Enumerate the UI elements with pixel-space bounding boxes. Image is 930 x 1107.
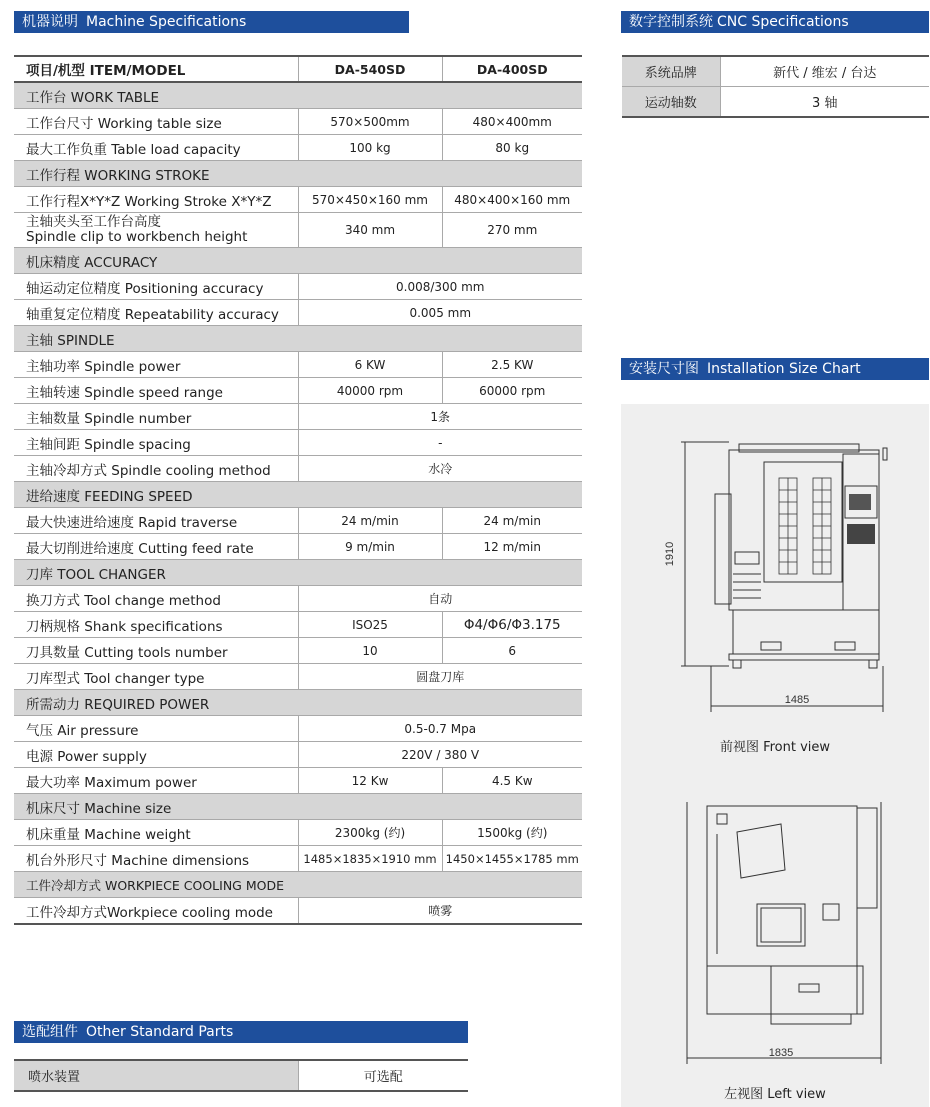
row-label: 工作台尺寸 Working table size [14,109,298,135]
row-value: 0.008/300 mm [298,274,582,300]
table-row [14,768,582,794]
row-value: 3 轴 [720,87,929,118]
row-value: - [298,430,582,456]
table-row [14,109,582,135]
row-value: 0.005 mm [298,300,582,326]
row-label: 机台外形尺寸 Machine dimensions [14,846,298,872]
front-view-caption: 前视图 Front view [719,740,831,755]
row-label: 轴重复定位精度 Repeatability accuracy [14,300,298,326]
row-label: 运动轴数 [622,87,720,118]
row-label: 工作行程X*Y*Z Working Stroke X*Y*Z [14,187,298,213]
section-title: 机床尺寸 Machine size [14,794,582,820]
row-value: 喷雾 [298,898,582,925]
table-row [14,508,582,534]
row-value: 24 m/min [298,508,442,534]
other-parts-header-en: Other Standard Parts [86,1024,234,1040]
row-label: 电源 Power supply [14,742,298,768]
table-row [14,430,582,456]
table-row [14,846,582,872]
row-value: 220V / 380 V [298,742,582,768]
row-label: 机床重量 Machine weight [14,820,298,846]
row-label: 最大快速进给速度 Rapid traverse [14,508,298,534]
row-value: 水冷 [298,456,582,482]
row-label [14,213,298,248]
section-title: 工件冷却方式 WORKPIECE COOLING MODE [14,872,582,898]
section-title: 进给速度 FEEDING SPEED [14,482,582,508]
row-label: 主轴冷却方式 Spindle cooling method [14,456,298,482]
row-label: 刀具数量 Cutting tools number [14,638,298,664]
row-label: 刀柄规格 Shank specifications [14,612,298,638]
table-row [14,638,582,664]
table-row [14,586,582,612]
row-label: 主轴间距 Spindle spacing [14,430,298,456]
front-height-dimension: 1910 [664,541,676,567]
row-label: 轴运动定位精度 Positioning accuracy [14,274,298,300]
left-width-dimension: 1835 [768,1047,794,1059]
cnc-header [621,11,929,33]
row-label: 最大切削进给速度 Cutting feed rate [14,534,298,560]
row-label: 气压 Air pressure [14,716,298,742]
table-row [14,612,582,638]
section-title: 刀库 TOOL CHANGER [14,560,582,586]
machine-spec-header-cn: 机器说明 [22,14,78,30]
row-label: 主轴转速 Spindle speed range [14,378,298,404]
row-value: 9 m/min [298,534,442,560]
table-row [622,56,929,87]
row-value: ISO25 [298,612,442,638]
row-value: 自动 [298,586,582,612]
front-view-drawing [621,404,929,734]
row-value: 480×400×160 mm [442,187,582,213]
row-value: 270 mm [442,213,582,248]
cnc-table [622,55,929,118]
row-value: 可选配 [298,1060,468,1091]
left-view-drawing [621,794,929,1074]
row-value: 40000 rpm [298,378,442,404]
table-row [14,664,582,690]
row-label: 最大功率 Maximum power [14,768,298,794]
table-row [14,352,582,378]
section-title: 工作行程 WORKING STROKE [14,161,582,187]
table-row [14,1060,468,1091]
row-value: 10 [298,638,442,664]
row-label: 主轴数量 Spindle number [14,404,298,430]
table-row [14,716,582,742]
row-value: 570×450×160 mm [298,187,442,213]
row-value: 6 [442,638,582,664]
table-row [14,300,582,326]
row-value: 1条 [298,404,582,430]
model-col-2: DA-400SD [442,56,582,82]
row-label: 最大工作负重 Table load capacity [14,135,298,161]
row-label-cn: 主轴夹头至工作台高度 [26,214,161,230]
section-title: 所需动力 REQUIRED POWER [14,690,582,716]
row-label: 喷水装置 [14,1060,298,1091]
row-label-en: Spindle clip to workbench height [26,229,248,245]
row-label: 主轴功率 Spindle power [14,352,298,378]
row-label: 系统品牌 [622,56,720,87]
installation-header-en: Installation Size Chart [707,361,861,377]
table-row [14,187,582,213]
table-row [14,404,582,430]
row-value: 1485×1835×1910 mm [298,846,442,872]
row-label: 换刀方式 Tool change method [14,586,298,612]
row-value: 6 KW [298,352,442,378]
row-value: 1500kg (约) [442,820,582,846]
table-row [14,135,582,161]
row-value: 圆盘刀库 [298,664,582,690]
table-row [14,820,582,846]
front-width-dimension: 1485 [784,694,810,706]
installation-header-cn: 安装尺寸图 [629,361,699,377]
row-value: 60000 rpm [442,378,582,404]
row-label: 刀库型式 Tool changer type [14,664,298,690]
model-col-1: DA-540SD [298,56,442,82]
table-row [14,274,582,300]
installation-drawing-panel [621,404,929,1107]
row-label: 工件冷却方式Workpiece cooling mode [14,898,298,925]
row-value: 570×500mm [298,109,442,135]
spec-table [14,55,582,925]
row-value: 1450×1455×1785 mm [442,846,582,872]
table-row [14,534,582,560]
other-parts-table [14,1059,468,1092]
machine-spec-header [14,11,409,33]
row-value: 2300kg (约) [298,820,442,846]
row-value: 12 Kw [298,768,442,794]
table-row [14,898,582,925]
installation-header [621,358,929,380]
table-row [14,378,582,404]
row-value: 340 mm [298,213,442,248]
other-parts-header-cn: 选配组件 [22,1024,78,1040]
row-value: 12 m/min [442,534,582,560]
table-row [14,213,582,248]
section-title: 工作台 WORK TABLE [14,82,582,109]
table-row [622,87,929,118]
row-value: 24 m/min [442,508,582,534]
row-value: 4.5 Kw [442,768,582,794]
row-value: 480×400mm [442,109,582,135]
row-value: Φ4/Φ6/Φ3.175 [442,612,582,638]
row-value: 新代 / 维宏 / 台达 [720,56,929,87]
other-parts-header [14,1021,468,1043]
table-row [14,742,582,768]
machine-spec-header-en: Machine Specifications [86,14,247,30]
section-title: 主轴 SPINDLE [14,326,582,352]
item-model-label: 项目/机型 ITEM/MODEL [14,56,298,82]
section-title: 机床精度 ACCURACY [14,248,582,274]
left-view-caption: 左视图 Left view [724,1087,826,1102]
table-row [14,456,582,482]
row-value: 0.5-0.7 Mpa [298,716,582,742]
row-value: 80 kg [442,135,582,161]
cnc-header-cn: 数字控制系统 [629,14,713,30]
cnc-header-en: CNC Specifications [717,14,849,30]
row-value: 100 kg [298,135,442,161]
spec-table-header [14,56,582,82]
row-value: 2.5 KW [442,352,582,378]
